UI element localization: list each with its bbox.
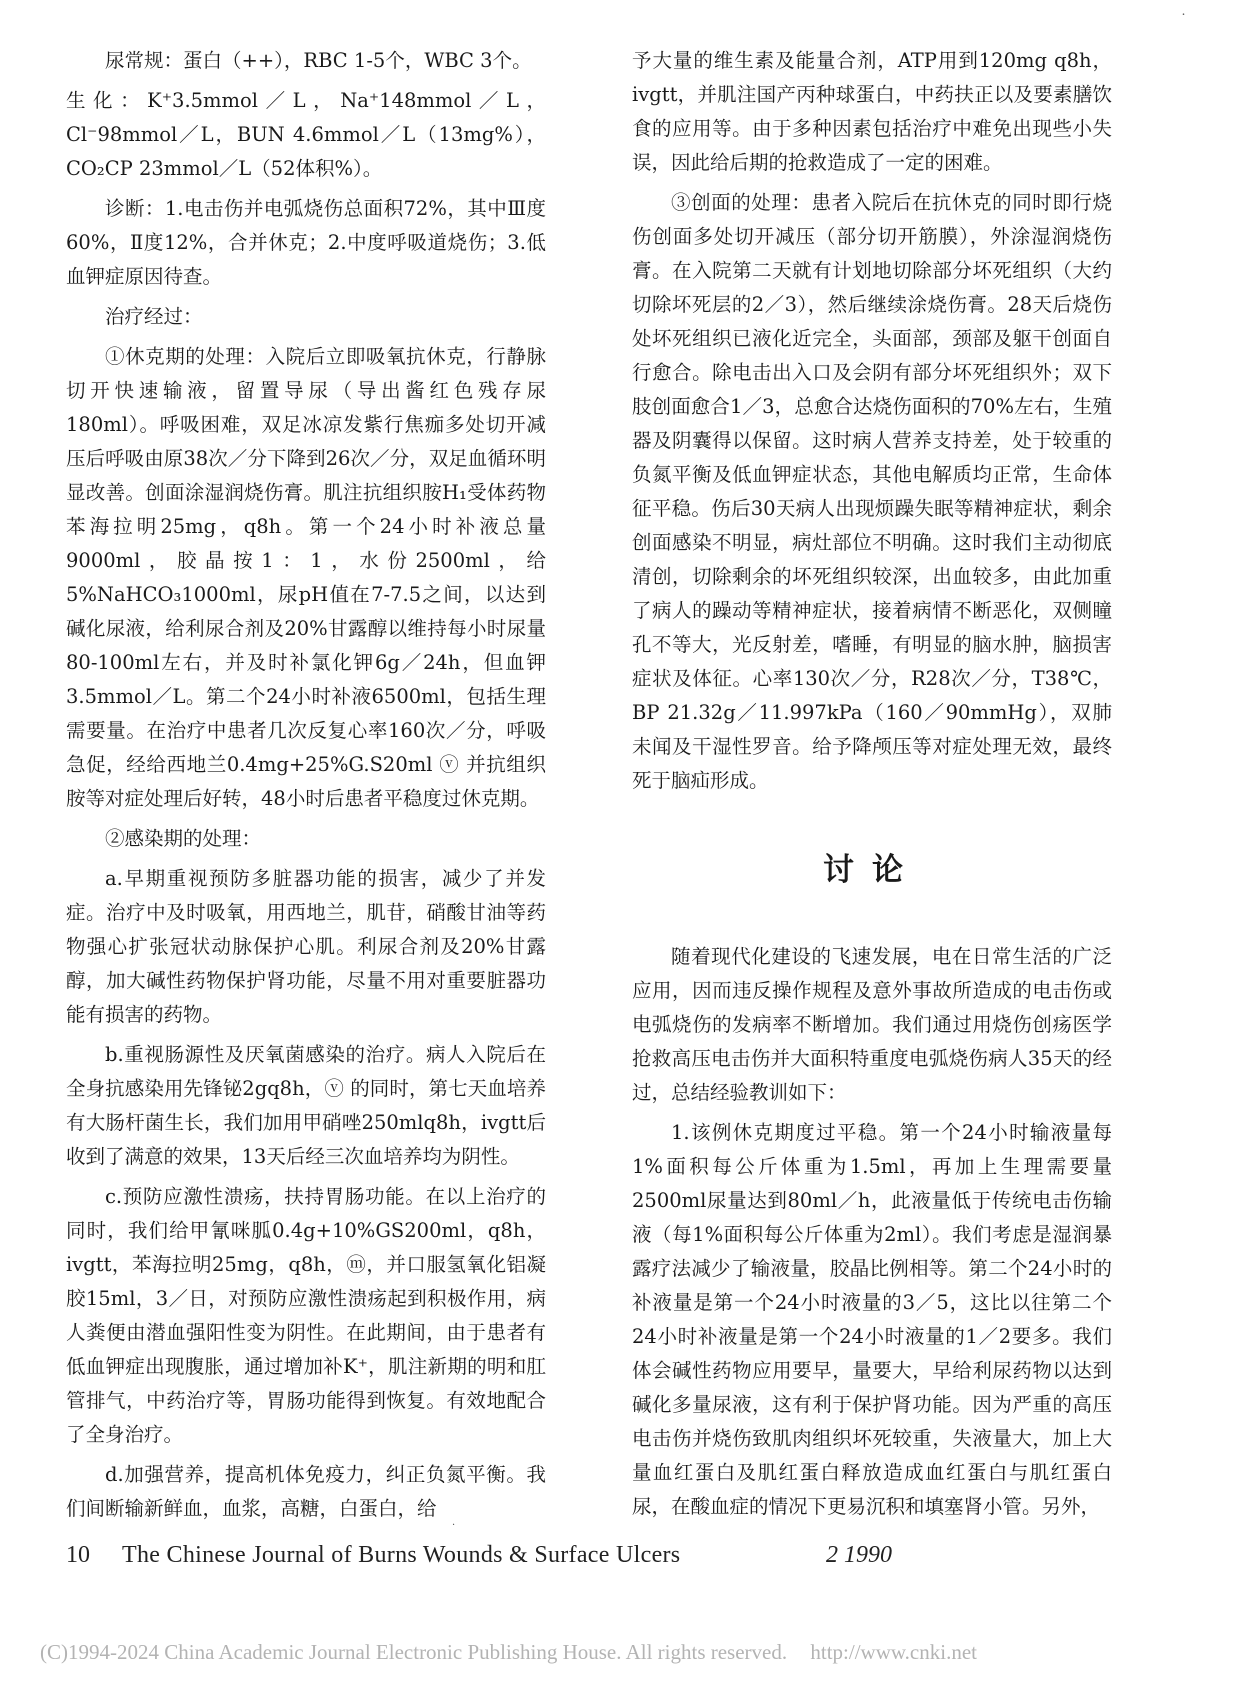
copyright-notice: (C)1994-2024 China Academic Journal Electronic Publishing House. All rights reserved. bbox=[40, 1640, 788, 1664]
copyright-line bbox=[40, 1640, 1220, 1665]
corner-scan-mark: ˙ bbox=[1180, 12, 1187, 28]
paragraph-treatment-heading: 治疗经过： bbox=[105, 305, 203, 328]
paragraph-diagnosis: 诊断：1.电击伤并电弧烧伤总面积72%，其中Ⅲ度60%，Ⅱ度12%，合并休克；2.中度呼吸道烧伤；3.低血钾症原因待查。 bbox=[66, 197, 546, 288]
right-column bbox=[632, 44, 1112, 1524]
paragraph-wound: ③创面的处理：患者入院后在抗休克的同时即行烧伤创面多处切开减压（部分切开筋膜），外涂湿润烧伤膏。在入院第二天就有计划地切除部分坏死组织（大约切除坏死层的2／3），然后继续涂烧伤膏。28天后烧伤处坏死组织已液化近完全，头面部，颈部及躯干创面自行愈合。除电击出入口及会阴有部分坏死组织外；双下肢创面愈合1／3，总愈合达烧伤面积的70%左右，生殖器及阴囊得以保留。这时病人营养支持差，处于较重的负氮平衡及低血钾症状态，其他电解质均正常，生命体征平稳。伤后30天病人出现烦躁失眠等精神症状，剩余创面感染不明显，病灶部位不明确。这时我们主动彻底清创，切除剩余的坏死组织较深，出血较多，由此加重了病人的躁动等精神症状，接着病情不断恶化，双侧瞳孔不等大，光反射差，嗜睡，有明显的脑水肿，脑损害症状及体征。心率130次／分，R28次／分，T38℃，BP 21.32g／11.997kPa（160／90mmHg），双肺未闻及干湿性罗音。给予降颅压等对症处理无效，最终死于脑疝形成。 bbox=[632, 191, 1112, 792]
cnki-url: http://www.cnki.net bbox=[810, 1640, 977, 1664]
discussion-heading: 讨论 bbox=[823, 852, 921, 888]
page-number: 10 bbox=[66, 1542, 90, 1568]
paragraph-shock-stage: ①休克期的处理：入院后立即吸氧抗休克，行静脉切开快速输液，留置导尿（导出酱红色残存尿180ml）。呼吸困难，双足冰凉发紫行焦痂多处切开减压后呼吸由原38次／分下降到26次／分，双足血循环明显改善。创面涂湿润烧伤膏。肌注抗组织胺H₁受体药物苯海拉明25mg，q8h。第一个24小时补液总量9000ml，胶晶按1：1，水份2500ml，给5%NaHCO₃1000ml，尿pH值在7-7.5之间，以达到碱化尿液，给利尿合剂及20%甘露醇以维持每小时尿量80-100ml左右，并及时补氯化钾6g／24h，但血钾3.5mmol／L。第二个24小时补液6500ml，包括生理需要量。在治疗中患者几次反复心率160次／分，呼吸急促，经给西地兰0.4mg+25%G.S20ml ⓥ 并抗组织胺等对症处理后好转，48小时后患者平稳度过休克期。 bbox=[66, 345, 546, 810]
paragraph-urine: 尿常规：蛋白（++），RBC 1-5个，WBC 3个。 bbox=[105, 49, 532, 72]
left-column bbox=[66, 44, 546, 1526]
issue-info: 2 1990 bbox=[826, 1542, 892, 1568]
paragraph-infection-heading: ②感染期的处理： bbox=[105, 827, 262, 850]
paragraph-item-c: c.预防应激性溃疡，扶持胃肠功能。在以上治疗的同时，我们给甲氰咪胍0.4g+10%GS200ml，q8h，ivgtt，苯海拉明25mg，q8h，ⓜ，并口服氢氧化铝凝胶15ml，3／日，对预防应激性溃疡起到积极作用，病人粪便由潜血强阳性变为阴性。在此期间，由于患者有低血钾症出现腹胀，通过增加补K⁺，肌注新期的明和肛管排气，中药治疗等，胃肠功能得到恢复。有效地配合了全身治疗。 bbox=[66, 1185, 546, 1446]
paragraph-item-a: a.早期重视预防多脏器功能的损害，减少了并发症。治疗中及时吸氧，用西地兰，肌苷，硝酸甘油等药物强心扩张冠状动脉保护心肌。利尿合剂及20%甘露醇，加大碱性药物保护肾功能，尽量不用对重要脏器功能有损害的药物。 bbox=[66, 867, 546, 1026]
right-column-body bbox=[632, 44, 1112, 798]
journal-name: The Chinese Journal of Burns Wounds & Surface Ulcers bbox=[122, 1542, 681, 1568]
paragraph-biochem: 生化：K⁺3.5mmol／L，Na⁺148mmol／L，Cl⁻98mmol／L，BUN 4.6mmol／L（13mg%），CO₂CP 23mmol／L（52体积%）。 bbox=[66, 89, 546, 180]
scan-dot: · bbox=[452, 1520, 456, 1531]
discussion-body bbox=[632, 940, 1112, 1524]
paragraph-discussion-intro: 随着现代化建设的飞速发展，电在日常生活的广泛应用，因而违反操作规程及意外事故所造成的电击伤或电弧烧伤的发病率不断增加。我们通过用烧伤创疡医学抢救高压电击伤并大面积特重度电弧烧伤病人35天的经过，总结经验教训如下： bbox=[632, 945, 1112, 1104]
paragraph-item-d: d.加强营养，提高机体免疫力，纠正负氮平衡。我们间断输新鲜血，血浆，高糖，白蛋白，给 bbox=[66, 1463, 546, 1520]
paragraph-item-d-cont: 予大量的维生素及能量合剂，ATP用到120mg q8h，ivgtt，并肌注国产丙种球蛋白，中药扶正以及要素膳饮食的应用等。由于多种因素包括治疗中难免出现些小失误，因此给后期的抢救造成了一定的困难。 bbox=[632, 49, 1112, 174]
paragraph-item-b: b.重视肠源性及厌氧菌感染的治疗。病人入院后在全身抗感染用先锋铋2gq8h，ⓥ 的同时，第七天血培养有大肠杆菌生长，我们加用甲硝唑250mlq8h，ivgtt后收到了满意的效果，13天后经三次血培养均为阴性。 bbox=[66, 1043, 546, 1168]
paragraph-discussion-1: 1.该例休克期度过平稳。第一个24小时输液量每1%面积每公斤体重为1.5ml，再加上生理需要量2500ml尿量达到80ml／h，此液量低于传统电击伤输液（每1%面积每公斤体重为2ml）。我们考虑是湿润暴露疗法减少了输液量，胶晶比例相等。第二个24小时的补液量是第一个24小时液量的3／5，这比以往第二个24小时补液量是第一个24小时液量的1／2要多。我们体会碱性药物应用要早，量要大，早给利尿药物以达到碱化多量尿液，这有利于保护肾功能。因为严重的高压电击伤并烧伤致肌肉组织坏死较重，失液量大，加上大量血红蛋白及肌红蛋白释放造成血红蛋白与肌红蛋白尿，在酸血症的情况下更易沉积和填塞肾小管。另外， bbox=[632, 1121, 1112, 1518]
